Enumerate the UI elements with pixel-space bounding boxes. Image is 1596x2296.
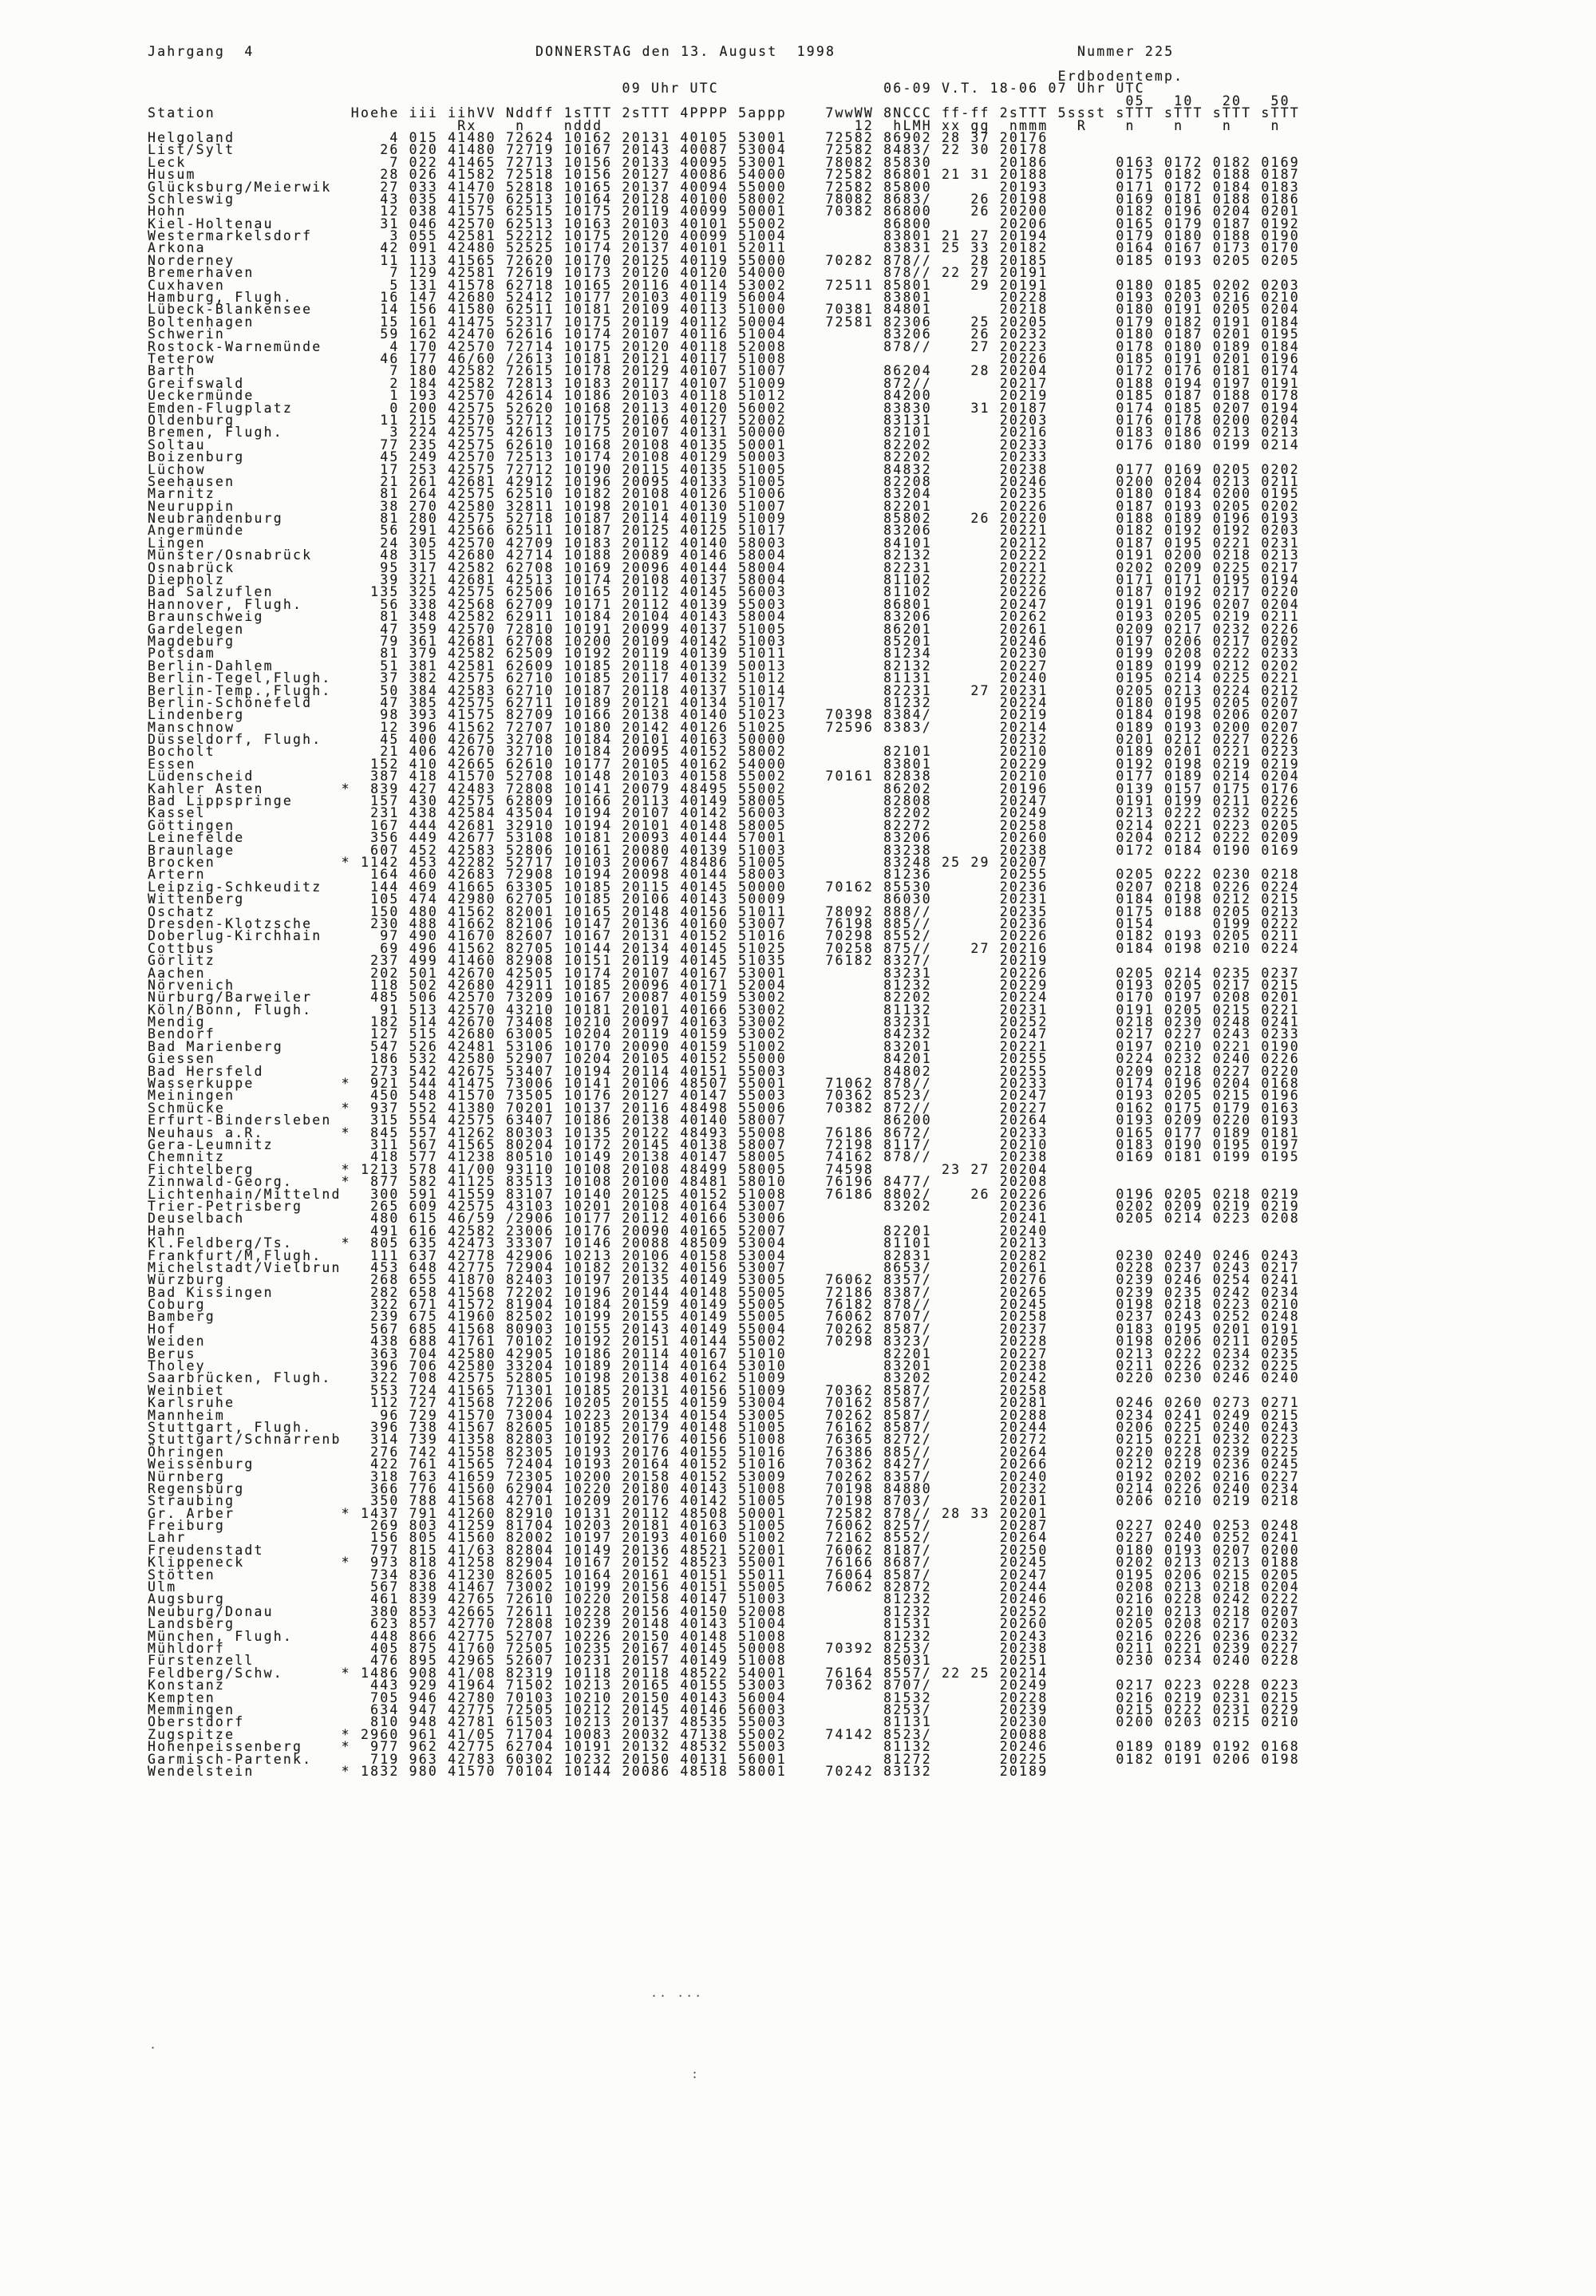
station-row: Nürburg/Barweiler 485 506 42570 73209 10167 20087 40159 53002 82202 20224 0170 0197 0208 0201	[148, 990, 1300, 1006]
station-row: Tholey 396 706 42580 33204 10189 20114 40164 53010 83201 20238 0211 0226 0232 0225	[148, 1358, 1300, 1374]
table-header-line: 09 Uhr UTC 06-09 V.T. 18-06 07 Uhr UTC	[148, 81, 1145, 97]
station-row: Zinnwald-Georg. * 877 582 41125 83513 10108 20100 48481 58010 76196 8477/ 20208	[148, 1174, 1049, 1190]
station-row: Klippeneck * 973 818 41258 82904 10167 20152 48523 55001 76166 8687/ 20245 0202 0213 0213 0188	[148, 1555, 1300, 1571]
station-row: Zugspitze * 2960 961 41/05 71704 10083 20032 47138 55002 74142 8523/ 20088	[148, 1726, 1049, 1742]
station-row: Bad Marienberg 547 526 42481 53106 10170 20090 40159 51002 83201 20221 0197 0210 0221 0190	[148, 1038, 1300, 1054]
station-row: Saarbrücken, Flugh. 322 708 42575 52805 10198 20138 40162 51009 83202 20242 0220 0230 0246 0240	[148, 1370, 1300, 1386]
station-row: Neuburg/Donau 380 853 42665 72611 10228 20156 40150 52008 81232 20252 0210 0213 0218 0207	[148, 1603, 1300, 1619]
station-row: Manschnow 12 396 41562 72707 10180 20142 40126 51025 72596 8383/ 20214 0189 0193 0200 0207	[148, 719, 1300, 735]
station-row: Aachen 202 501 42670 42505 10174 20107 40167 53001 83231 20226 0205 0214 0235 0237	[148, 965, 1300, 981]
station-row: Göttingen 167 444 42681 32910 10194 20101 40148 58005 82272 20258 0214 0221 0223 0205	[148, 817, 1300, 833]
station-row: Ueckermünde 1 193 42570 42614 10186 20103 40118 51012 84200 20219 0185 0187 0188 0178	[148, 388, 1300, 404]
station-row: Bremen, Flugh. 3 224 42575 42613 10175 20107 40131 50000 82101 20216 0183 0186 0213 0213	[148, 425, 1300, 441]
station-row: Neuruppin 38 270 42580 32811 10198 20101 40130 51007 82201 20226 0187 0193 0205 0202	[148, 498, 1300, 514]
station-row: Ulm 567 838 41467 73002 10199 20156 40151 55005 76062 82872 20244 0208 0213 0218 0204	[148, 1579, 1300, 1595]
journal-volume: Jahrgang 4	[148, 44, 255, 59]
station-row: Norderney 11 113 41565 72620 10170 20125 40119 55000 70282 878// 28 20185 0185 0193 0205 0205	[148, 252, 1300, 268]
station-row: Neuhaus a.R. * 845 557 41262 80303 10135 20122 48493 55008 76186 8672/ 20233 0165 0177 0189 0181	[148, 1124, 1300, 1140]
station-row: Straubing 350 788 41568 42701 10209 20176 40142 51005 70198 8703/ 20201 0206 0210 0219 0218	[148, 1493, 1300, 1509]
station-row: Boizenburg 45 249 42570 72513 10174 20108 40129 50003 82202 20233	[148, 449, 1049, 465]
station-row: Wittenberg 105 474 42980 62705 10185 20106 40143 50009 86030 20231 0184 0198 0212 0215	[148, 891, 1300, 907]
station-row: Emden-Flugplatz 0 200 42575 52620 10168 20113 40120 56002 83830 31 20187 0174 0185 0207 0194	[148, 400, 1300, 416]
station-row: Westermarkelsdorf 3 055 42581 52212 10175 20120 40099 51004 83801 21 27 20194 0179 0180 0188 0190	[148, 228, 1300, 244]
station-row: Berlin-Dahlem 51 381 42581 62609 10185 20118 40139 50013 82132 20227 0189 0199 0212 0202	[148, 658, 1300, 674]
station-row: Wasserkuppe * 921 544 41475 73006 10141 20106 48507 55001 71062 878// 20233 0174 0196 0204 0168	[148, 1076, 1300, 1092]
station-row: Braunschweig 81 348 42582 62911 10184 20104 40143 58004 83206 20262 0193 0205 0219 0211	[148, 609, 1300, 625]
station-row: Hof 567 685 41568 80903 10155 20143 40149 55004 70262 8587/ 20237 0183 0195 0201 0191	[148, 1321, 1300, 1337]
station-row: Schwerin 59 162 42470 62616 10174 20107 40116 51004 83206 26 20232 0180 0187 0201 0195	[148, 326, 1300, 342]
station-row: Stötten 734 836 41230 82605 10164 20161 40151 55011 76064 8587/ 20247 0195 0206 0215 0205	[148, 1567, 1300, 1583]
station-row: Öhringen 276 742 41558 82305 10193 20176 40155 51016 76386 885// 20264 0220 0228 0239 0225	[148, 1444, 1300, 1460]
station-row: Doberlug-Kirchhain 97 490 41670 82607 10167 20131 40152 51016 70298 8552/ 20226 0182 0193 0205 0211	[148, 928, 1300, 944]
station-row: Soltau 77 235 42575 62610 10168 20108 40135 50001 82202 20233 0176 0180 0199 0214	[148, 437, 1300, 452]
station-row: Diepholz 39 321 42681 42513 10174 20108 40137 58004 81102 20222 0171 0171 0195 0194	[148, 572, 1300, 588]
station-row: Bad Kissingen 282 658 41568 72202 10196 20144 40148 55005 72186 8387/ 20265 0239 0235 0242 0234	[148, 1284, 1300, 1300]
scan-artifact: .	[149, 2037, 159, 2052]
table-header-line: Station Hoehe iii iihVV Nddff 1sTTT 2sTTT 4PPPP 5appp 7wwWW 8NCCC ff-ff 2sTTT 5ssst sTTT sTTT sTTT sTTT	[148, 105, 1300, 121]
station-row: Mühldorf 405 875 41760 72505 10235 20167 40145 50008 70392 8253/ 20238 0211 0221 0239 0227	[148, 1641, 1300, 1656]
station-row: Konstanz 443 929 41964 71502 10213 20165 40155 53003 70362 8707/ 20249 0217 0223 0228 0223	[148, 1678, 1300, 1693]
weather-bulletin-table	[148, 70, 1300, 1777]
station-row: Hannover, Flugh. 56 338 42568 62709 10171 20112 40139 55003 86801 20247 0191 0196 0207 0204	[148, 596, 1300, 612]
station-row: Hohenpeissenberg * 977 962 42775 62704 10191 20132 48532 55003 81132 20246 0189 0189 0192 0168	[148, 1739, 1300, 1755]
station-row: Garmisch-Partenk. 719 963 42783 60302 10232 20150 40131 56001 81272 20225 0182 0191 0206 0198	[148, 1751, 1300, 1767]
station-row: Kassel 231 438 42584 43504 10194 20107 40142 56003 82202 20249 0213 0222 0232 0225	[148, 805, 1300, 821]
station-row: Deuselbach 480 615 46/59 /2906 10177 20112 40166 53006 20241 0205 0214 0223 0208	[148, 1211, 1300, 1227]
station-row: Giessen 186 532 42580 52907 10204 20105 40152 55000 84201 20255 0224 0232 0240 0226	[148, 1051, 1300, 1067]
station-row: Hahn 491 616 42582 23006 10176 20090 40165 52007 82201 20240	[148, 1223, 1049, 1239]
station-row: List/Sylt 26 020 41480 72719 10167 20143 40087 53004 72582 8483/ 22 30 20178	[148, 142, 1049, 158]
station-row: Würzburg 268 655 41870 82403 10197 20135 40149 53005 76062 8357/ 20276 0239 0246 0254 0241	[148, 1272, 1300, 1288]
station-row: Weinbiet 553 724 41565 71301 10185 20131 40156 51009 70362 8587/ 20258	[148, 1382, 1049, 1398]
station-row: Arkona 42 091 42480 52525 10174 20137 40101 52011 83831 25 33 20182 0164 0167 0173 0170	[148, 240, 1300, 256]
table-header-line: Erdbodentemp.	[148, 69, 1184, 84]
station-row: Feldberg/Schw. * 1486 908 41/08 82319 10118 20118 48522 54001 76164 8557/ 22 25 20214	[148, 1665, 1049, 1681]
station-row: Stuttgart/Schnarrenb 314 739 41358 82803 10192 20176 40156 51008 76365 8272/ 20272 0215 0221 0232 0223	[148, 1432, 1300, 1448]
station-row: Bad Hersfeld 273 542 42675 53407 10194 20114 40151 55003 84802 20255 0209 0218 0227 0220	[148, 1063, 1300, 1079]
station-row: Hohn 12 038 41575 62515 10175 20119 40099 50001 70382 86800 26 20200 0182 0196 0204 0201	[148, 204, 1300, 219]
station-row: Chemnitz 418 577 41238 80510 10149 20138 40147 58005 74162 878// 20238 0169 0181 0199 0195	[148, 1149, 1300, 1165]
station-row: Cuxhaven 5 131 41578 62718 10165 20116 40114 53002 72511 85801 29 20191 0180 0185 0202 0203	[148, 277, 1300, 293]
scan-artifact: .. ...	[650, 1986, 704, 2000]
scan-artifact: :	[691, 2067, 701, 2081]
station-row: Boltenhagen 15 161 41475 52317 10175 20119 40112 50004 72581 82306 25 20205 0179 0182 0191 0184	[148, 314, 1300, 330]
station-row: Erfurt-Bindersleben 315 554 42575 63407 10186 20138 40140 58007 86200 20264 0193 0209 0220 0193	[148, 1112, 1300, 1128]
table-header-line: Rx n nddd 12 hLMH xx gg nmmm R n n n n	[148, 117, 1281, 133]
station-row: Glücksburg/Meierwik 27 033 41470 52818 10165 20137 40094 55000 72582 85800 20193 0171 0172 0184 0183	[148, 179, 1300, 195]
station-row: Lichtenhain/Mittelnd 300 591 41559 83107 10140 20125 40152 51008 76186 8802/ 26 20226 0196 0205 0218 0219	[148, 1186, 1300, 1202]
station-row: Nürnberg 318 763 41659 72305 10200 20158 40152 53009 70262 8357/ 20240 0192 0202 0216 0227	[148, 1468, 1300, 1484]
station-row: Greifswald 2 184 42582 72813 10183 20117 40107 51009 872// 20217 0188 0194 0197 0191	[148, 375, 1300, 391]
station-row: Regensburg 366 776 41560 62904 10220 20180 40143 51008 70198 84880 20232 0214 0226 0240 0234	[148, 1480, 1300, 1496]
station-row: Nörvenich 118 502 42680 42911 10185 20096 40171 52004 81232 20229 0193 0205 0217 0215	[148, 977, 1300, 993]
station-row: Teterow 46 177 46/60 /2613 10181 20121 40117 51008 20226 0185 0191 0201 0196	[148, 350, 1300, 366]
station-row: Weiden 438 688 41761 70102 10192 20151 40144 55002 70298 8323/ 20228 0198 0206 0211 0205	[148, 1334, 1300, 1350]
station-row: Trier-Petrisberg 265 609 42575 43103 10201 20108 40164 53007 83202 20236 0202 0209 0219 0219	[148, 1198, 1300, 1214]
station-row: Cottbus 69 496 41562 82705 10144 20134 40145 51025 70258 875// 27 20216 0184 0198 0210 0224	[148, 940, 1300, 956]
station-row: Freiburg 269 803 41259 81704 10203 20181 40163 51005 76062 8257/ 20287 0227 0240 0253 0248	[148, 1518, 1300, 1534]
station-row: Magdeburg 79 361 42681 62708 10200 20109 40142 51003 85201 20246 0197 0206 0217 0202	[148, 633, 1300, 649]
station-row: Gardelegen 47 359 42570 72810 10191 20099 40137 51005 86201 20261 0209 0217 0232 0226	[148, 621, 1300, 637]
station-row: Görlitz 237 499 41460 82908 10151 20119 40145 51035 76182 8327/ 20219	[148, 953, 1049, 969]
station-row: Neubrandenburg 81 280 42575 52718 10187 20114 40119 51009 85802 26 20220 0188 0189 0196 0193	[148, 511, 1300, 527]
station-row: Frankfurt/M,Flugh. 111 637 42778 42906 10213 20106 40158 53004 82831 20282 0230 0240 0246 0243	[148, 1247, 1300, 1263]
station-row: Fürstenzell 476 895 42965 52607 10231 20157 40149 51008 85031 20251 0230 0234 0240 0228	[148, 1653, 1300, 1669]
table-header-line: 05 10 20 50	[148, 93, 1290, 109]
station-row: Oldenburg 11 215 42570 52712 10175 20106 40127 52002 83131 20203 0176 0178 0200 0204	[148, 412, 1300, 428]
station-row: Freudenstadt 797 815 41/63 82804 10149 20136 48521 52001 76062 8187/ 20250 0180 0193 0207 0200	[148, 1542, 1300, 1558]
station-row: Lingen 24 305 42570 42709 10183 20112 40140 58003 84101 20212 0187 0195 0221 0231	[148, 535, 1300, 551]
station-row: Angermünde 56 291 42566 62511 10187 20125 40125 51017 83206 20221 0182 0192 0192 0203	[148, 523, 1300, 539]
station-row: Köln/Bonn, Flugh. 91 513 42570 43210 10181 20101 40166 53002 81132 20231 0191 0205 0215 0221	[148, 1002, 1300, 1018]
station-row: Bamberg 239 675 41960 82502 10199 20155 40149 55005 76062 8707/ 20258 0237 0243 0252 0248	[148, 1309, 1300, 1325]
station-row: Hamburg, Flugh. 16 147 42680 52412 10177 20103 40119 56004 83801 20228 0193 0203 0216 0210	[148, 290, 1300, 306]
station-row: Lüchow 17 253 42575 72712 10190 20115 40135 51005 84832 20238 0177 0169 0205 0202	[148, 461, 1300, 477]
station-row: Mendig 182 514 42670 73408 10210 20097 40163 53002 83231 20252 0218 0230 0248 0241	[148, 1014, 1300, 1030]
issue-date: DONNERSTAG den 13. August 1998	[535, 44, 836, 59]
station-row: Kiel-Holtenau 31 046 42570 62513 10163 20103 40101 55002 86800 20206 0165 0179 0187 0192	[148, 215, 1300, 231]
station-row: Bad Salzuflen 135 325 42575 62506 10165 20112 40145 56003 81102 20226 0187 0192 0217 0220	[148, 584, 1300, 600]
station-row: Berlin-Temp.,Flugh. 50 384 42583 62710 10187 20118 40137 51014 82231 27 20231 0205 0213 0224 0212	[148, 682, 1300, 698]
station-row: Bocholt 21 406 42670 32710 10184 20095 40152 58002 82101 20210 0189 0201 0221 0223	[148, 744, 1300, 760]
station-row: Lindenberg 98 393 41575 82709 10166 20138 40140 51023 70398 8384/ 20219 0184 0198 0206 0207	[148, 707, 1300, 723]
station-row: Fichtelberg * 1213 578 41/00 93110 10108 20108 48499 58005 74598 23 27 20204	[148, 1161, 1049, 1177]
station-row: Memmingen 634 947 42775 72505 10212 20145 40146 56003 8253/ 20239 0215 0222 0231 0229	[148, 1701, 1300, 1717]
station-row: Berlin-Schönefeld 47 385 42575 62711 10189 20121 40134 51017 81232 20224 0180 0195 0205 0207	[148, 694, 1300, 710]
station-row: Kempten 705 946 42780 70103 10210 20150 40143 56004 81532 20228 0216 0219 0231 0215	[148, 1689, 1300, 1705]
station-row: Stuttgart, Flugh. 396 738 41567 82605 10185 20179 40148 51005 76162 8587/ 20244 0206 0225 0240 0243	[148, 1419, 1300, 1435]
station-row: Augsburg 461 839 42765 72610 10220 20158 40147 51003 81232 20246 0216 0228 0242 0222	[148, 1591, 1300, 1607]
station-row: Weissenburg 422 761 41565 72404 10193 20164 40152 51016 70362 8427/ 20266 0212 0219 0236 0245	[148, 1456, 1300, 1472]
issue-number: Nummer 225	[1077, 44, 1175, 59]
station-row: Husum 28 026 41582 72518 10156 20127 40086 54000 72582 86801 21 31 20188 0175 0182 0188 0187	[148, 167, 1300, 183]
station-row: Meiningen 450 548 41570 73505 10176 20127 40147 55003 70362 8523/ 20247 0193 0205 0215 0196	[148, 1088, 1300, 1104]
station-row: Leipzig-Schkeuditz 144 469 41665 63305 10185 20115 40145 50000 70162 85530 20236 0207 0218 0226 0224	[148, 879, 1300, 895]
station-row: Brocken * 1142 453 42282 52717 10103 20067 48486 51005 83248 25 29 20207	[148, 855, 1049, 870]
station-row: Braunlage 607 452 42583 52806 10161 20080 40139 51003 83238 20238 0172 0184 0190 0169	[148, 842, 1300, 858]
station-row: Gr. Arber * 1437 791 41260 82910 10131 20112 48508 50001 72582 878// 28 33 20201	[148, 1505, 1049, 1521]
station-row: Kahler Asten * 839 427 42483 72808 10141 20079 48495 55002 86202 20196 0139 0157 0175 0176	[148, 780, 1300, 796]
station-row: Seehausen 21 261 42681 42912 10196 20095 40133 51005 82208 20246 0200 0204 0213 0211	[148, 473, 1300, 489]
station-row: Münster/Osnabrück 48 315 42680 42714 10188 20089 40146 58004 82132 20222 0191 0200 0218 0213	[148, 547, 1300, 563]
station-row: Lübeck-Blankensee 14 156 41580 62511 10181 20109 40113 51000 70381 84801 20218 0180 0191 0205 0204	[148, 302, 1300, 318]
station-row: Bremerhaven 7 129 42581 72619 10173 20120 40120 54000 878// 22 27 20191	[148, 265, 1049, 281]
masthead	[148, 45, 1504, 60]
station-row: Coburg 322 671 41572 81904 10184 20159 40149 55005 76182 878// 20245 0198 0218 0223 0210	[148, 1297, 1300, 1313]
station-row: Bad Lippspringe 157 430 42575 62809 10166 20113 40149 58005 82808 20247 0191 0199 0211 0226	[148, 793, 1300, 809]
station-row: Barth 7 180 42582 72615 10178 20129 40107 51007 86204 28 20204 0172 0176 0181 0174	[148, 363, 1300, 379]
station-row: Oberstdorf 810 948 42781 61503 10213 20137 48535 55003 81131 20230 0200 0203 0215 0210	[148, 1714, 1300, 1730]
station-row: Potsdam 81 379 42582 62509 10192 20119 40139 51011 81234 20230 0199 0208 0222 0233	[148, 646, 1300, 662]
station-row: Marnitz 81 264 42575 62510 10182 20108 40126 51006 83204 20235 0180 0184 0200 0195	[148, 486, 1300, 502]
station-row: Osnabrück 95 317 42582 62708 10169 20096 40144 58004 82231 20221 0202 0209 0225 0217	[148, 559, 1300, 575]
station-row: Dresden-Klotzsche 230 488 41662 82106 10147 20136 40160 53007 76198 885// 20236 0154 0199 0222	[148, 915, 1300, 931]
station-row: Bendorf 127 515 42680 63005 10204 20119 40159 53002 84232 20247 0217 0227 0243 0233	[148, 1026, 1300, 1042]
station-row: Berlin-Tegel,Flugh. 37 382 42575 62710 10185 20117 40132 51012 81131 20240 0195 0214 0225 0221	[148, 670, 1300, 686]
station-row: Düsseldorf, Flugh. 45 400 42675 32708 10184 20101 40163 50000 20232 0201 0212 0227 0226	[148, 732, 1300, 748]
station-row: Rostock-Warnemünde 4 170 42570 72714 10175 20120 40118 52008 878// 27 20223 0178 0180 0189 0184	[148, 338, 1300, 354]
station-row: Kl.Feldberg/Ts. * 805 635 42473 33307 10146 20088 48509 53004 81101 20213	[148, 1235, 1049, 1251]
station-row: Schleswig 43 035 41570 62513 10164 20128 40100 58002 78082 8683/ 26 20198 0169 0181 0188 0186	[148, 191, 1300, 207]
station-row: Gera-Leumnitz 311 567 41565 80204 10172 20145 40138 58007 72198 8117/ 20210 0183 0190 0195 0197	[148, 1136, 1300, 1152]
station-row: Karlsruhe 112 727 41568 72206 10205 20155 40159 53004 70162 8587/ 20281 0246 0260 0273 0271	[148, 1395, 1300, 1411]
station-row: Oschatz 150 480 41562 82001 10165 20148 40156 51011 78092 888// 20235 0175 0188 0205 0213	[148, 903, 1300, 919]
station-row: Lüdenscheid 387 418 41570 52708 10148 20103 40158 55002 70161 82838 20210 0177 0189 0214 0204	[148, 769, 1300, 784]
station-row: Mannheim 96 729 41570 73004 10223 20134 40154 53005 70262 8587/ 20288 0234 0241 0249 0215	[148, 1407, 1300, 1423]
station-row: München, Flugh. 448 866 42775 52707 10226 20150 40148 51008 81232 20243 0216 0226 0236 0232	[148, 1628, 1300, 1644]
station-row: Landsberg 623 857 42770 72808 10239 20148 40143 51004 81531 20260 0205 0208 0217 0203	[148, 1616, 1300, 1632]
station-row: Helgoland 4 015 41480 72624 10162 20131 40105 53001 72582 86902 28 37 20176	[148, 129, 1049, 145]
station-row: Lahr 156 805 41560 82002 10197 20193 40160 51002 72162 8552/ 20264 0227 0240 0252 0241	[148, 1530, 1300, 1546]
station-row: Leck 7 022 41465 72713 10156 20133 40095 53001 78082 85830 20186 0163 0172 0182 0169	[148, 154, 1300, 170]
station-row: Michelstadt/Vielbrun 453 648 42775 72904 10182 20132 40156 53007 8653/ 20261 0228 0237 0243 0217	[148, 1259, 1300, 1275]
station-row: Artern 164 460 42683 72908 10194 20098 40144 58003 81236 20255 0205 0222 0230 0218	[148, 867, 1300, 883]
station-row: Berus 363 704 42580 42905 10186 20114 40167 51010 82201 20227 0213 0222 0234 0235	[148, 1346, 1300, 1361]
station-row: Schmücke * 937 552 41380 70201 10137 20116 48498 55006 70382 872// 20227 0162 0175 0179 0163	[148, 1100, 1300, 1116]
station-row: Leinefelde 356 449 42677 53108 10181 20093 40144 57001 83206 20260 0204 0212 0222 0209	[148, 830, 1300, 846]
station-row: Essen 152 410 42665 62610 10177 20105 40162 54000 83801 20229 0192 0198 0219 0219	[148, 756, 1300, 772]
station-row: Wendelstein * 1832 980 41570 70104 10144 20086 48518 58001 70242 83132 20189	[148, 1763, 1049, 1779]
